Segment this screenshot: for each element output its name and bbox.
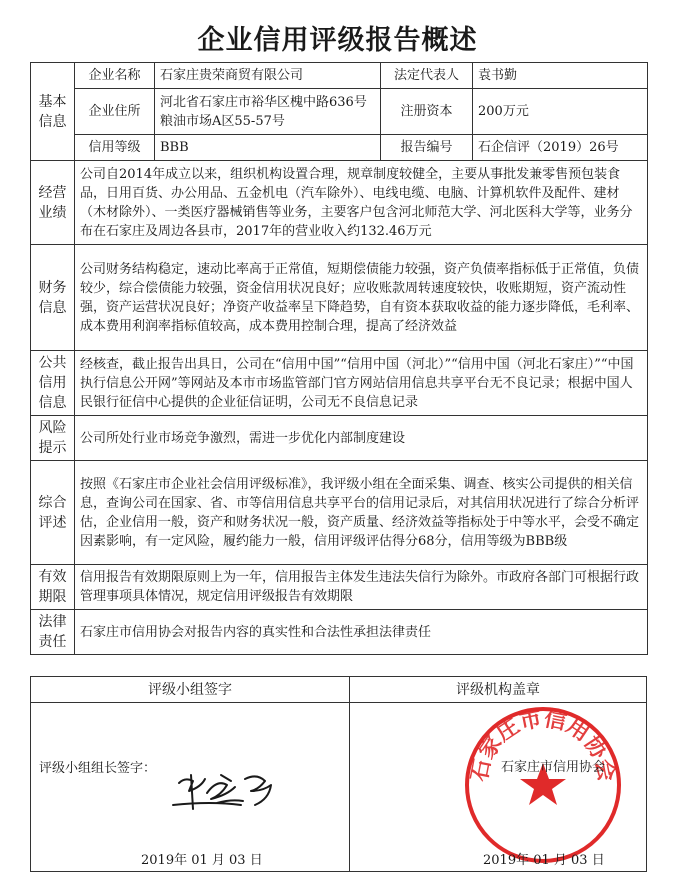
report-table — [30, 62, 648, 655]
finance-text: 公司财务结构稳定，速动比率高于正常值，短期偿债能力较强，资产负债率指标低于正常值，负债较少，综合偿债能力较强，资金信用状况良好；应收账款周转速度较快，收账期短，资产流动性强，资产运营状况良好；净资产收益率呈下降趋势，自有资本获取收益的能力逐步降低，毛利率、成本费用利润率指标值较高，成本费用控制合理，提高了经济效益 — [75, 245, 648, 351]
section-legal-label: 法律责任 — [31, 610, 75, 655]
legal-text: 石家庄市信用协会对报告内容的真实性和合法性承担法律责任 — [75, 610, 648, 655]
business-text: 公司自2014年成立以来，组织机构设置合理，规章制度较健全，主要从事批发兼零售预包装食品，日用百货、办公用品、五金机电（汽车除外）、电线电缆、电脑、计算机软件及配件、建材（木材除外）、一类医疗器械销售等业务，主要客户包含河北师范大学、河北医科大学等，业务分布在石家庄及周边各县市，2017年的营业收入约132.46万元 — [75, 161, 648, 245]
rating-org-name: 石家庄市信用协会 — [501, 760, 606, 775]
section-public-label: 公共信用信息 — [31, 351, 75, 416]
public-text: 经核查，截止报告出具日，公司在“信用中国”“信用中国（河北）”“信用中国（河北石家庄）”“中国执行信息公开网”等网站及本市市场监管部门官方网站信用信息共享平台无不良记录；根据中国人民银行征信中心提供的企业征信证明，公司无不良信息记录 — [75, 351, 648, 416]
grade-label: 信用等级 — [75, 135, 155, 161]
handwritten-signature — [171, 765, 291, 813]
section-business-label: 经营业绩 — [31, 161, 75, 245]
rating-team-signature-header: 评级小组签字 — [31, 677, 349, 703]
section-risk-label: 风险提示 — [31, 416, 75, 461]
page-title: 企业信用评级报告概述 — [197, 25, 478, 56]
legal-rep-value: 袁书勤 — [473, 63, 648, 89]
seal-date: 2019年 01 月 03 日 — [483, 853, 605, 868]
signature-divider — [349, 677, 350, 871]
risk-text: 公司所处行业市场竞争激烈，需进一步优化内部制度建设 — [75, 416, 648, 461]
section-finance-label: 财务信息 — [31, 245, 75, 351]
section-basic-label: 基本信息 — [31, 63, 75, 161]
svg-text:石家庄市信用协会: 石家庄市信用协会 — [467, 706, 619, 784]
team-leader-signature-label: 评级小组组长签字： — [39, 761, 157, 776]
address-value: 河北省石家庄市裕华区槐中路636号粮油市场A区55-57号 — [155, 89, 381, 135]
grade-value: BBB — [155, 135, 381, 161]
capital-label: 注册资本 — [381, 89, 473, 135]
capital-value: 200万元 — [473, 89, 648, 135]
signature-block — [30, 676, 647, 872]
team-signature-date: 2019年 01 月 03 日 — [141, 853, 263, 868]
legal-rep-label: 法定代表人 — [381, 63, 473, 89]
official-seal-icon — [463, 705, 623, 865]
address-label: 企业住所 — [75, 89, 155, 135]
rating-org-seal-header: 评级机构盖章 — [350, 677, 646, 703]
section-validity-label: 有效期限 — [31, 565, 75, 610]
report-no-label: 报告编号 — [381, 135, 473, 161]
validity-text: 信用报告有效期限原则上为一年，信用报告主体发生违法失信行为除外。市政府各部门可根据行政管理事项具体情况，规定信用评级报告有效期限 — [75, 565, 648, 610]
company-name-value: 石家庄贵荣商贸有限公司 — [155, 63, 381, 89]
report-no-value: 石企信评（2019）26号 — [473, 135, 648, 161]
company-name-label: 企业名称 — [75, 63, 155, 89]
review-text: 按照《石家庄市企业社会信用评级标准》，我评级小组在全面采集、调查、核实公司提供的相关信息，查询公司在国家、省、市等信用信息共享平台的信用记录后，对其信用状况进行了综合分析评估，企业信用一般，资产和财务状况一般，资产质量、经济效益等指标处于中等水平，会受不确定因素影响，有一定风险，履约能力一般，信用评级评估得分68分，信用等级为BBB级 — [75, 461, 648, 565]
section-review-label: 综合评述 — [31, 461, 75, 565]
